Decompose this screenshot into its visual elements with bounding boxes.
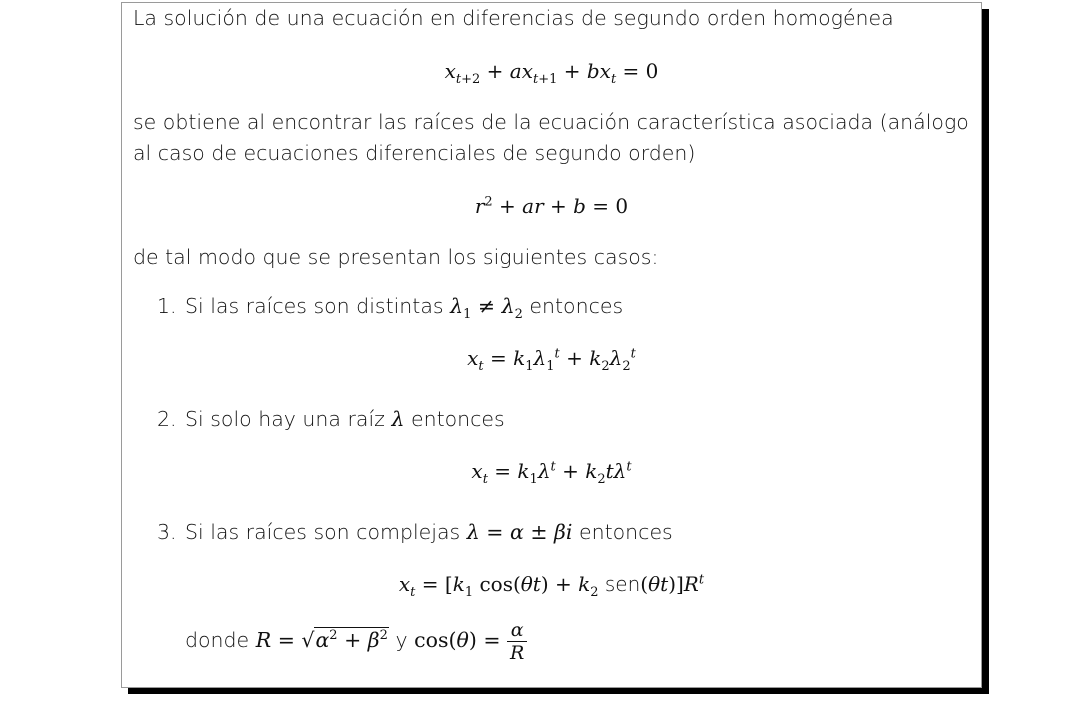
case-3-lead: Si las raíces son complejas — [185, 520, 461, 544]
case-1-text: Si las raíces son distintas $\lambda_1 \ne \lambda_2$ entonces — [185, 294, 624, 323]
case-1-number: 1. — [157, 294, 177, 318]
where-y: y — [395, 628, 408, 652]
where-lead: donde — [185, 628, 250, 652]
case-1-tail: entonces — [529, 294, 624, 318]
case-3-number: 3. — [157, 520, 177, 544]
paragraph-line-2: al caso de ecuaciones diferenciales de segundo orden) — [133, 141, 696, 165]
intro-text: La solución de una ecuación en diferencias de segundo orden homogénea — [133, 6, 894, 30]
case-2-lead: Si solo hay una raíz — [185, 407, 385, 431]
main-equation: $x_{t+2} + ax_{t+1} + bx_t = 0$ — [444, 59, 659, 87]
case-2-formula: $x_t = k_1\lambda^t + k_2t\lambda^t$ — [471, 459, 632, 487]
content-box — [121, 2, 982, 688]
case-3-formula: $x_t = [k_1$ $\cos(\theta t) + k_2$ $sen(\theta t)]R^t$ — [398, 572, 705, 600]
case-3-text: Si las raíces son complejas λ = α ± βi entonces — [185, 520, 673, 544]
case-2-tail: entonces — [410, 407, 505, 431]
paragraph-line-1: se obtiene al encontrar las raíces de la ecuación característica asociada (análogo — [133, 110, 969, 134]
case-1-formula: $x_t = k_1\lambda_1^t + k_2\lambda_2^t$ — [467, 346, 636, 374]
case-1-lead: Si las raíces son distintas — [185, 294, 444, 318]
where-line: donde $R = √\alpha^2 + \beta^2$ y cos(θ) = $\frac{\alpha}{R}$ — [185, 611, 527, 669]
case-2-text: Si solo hay una raíz λ entonces — [185, 407, 505, 431]
alpha-over-r-fraction: $\frac{\alpha}{R}$ — [507, 619, 527, 664]
sen-function-word: sen — [604, 572, 641, 596]
case-2-number: 2. — [157, 407, 177, 431]
characteristic-equation: $r^2$ + ar + b = 0 — [474, 194, 629, 218]
cases-intro: de tal modo que se presentan los siguientes casos: — [133, 245, 659, 269]
case-3-tail: entonces — [579, 520, 673, 544]
